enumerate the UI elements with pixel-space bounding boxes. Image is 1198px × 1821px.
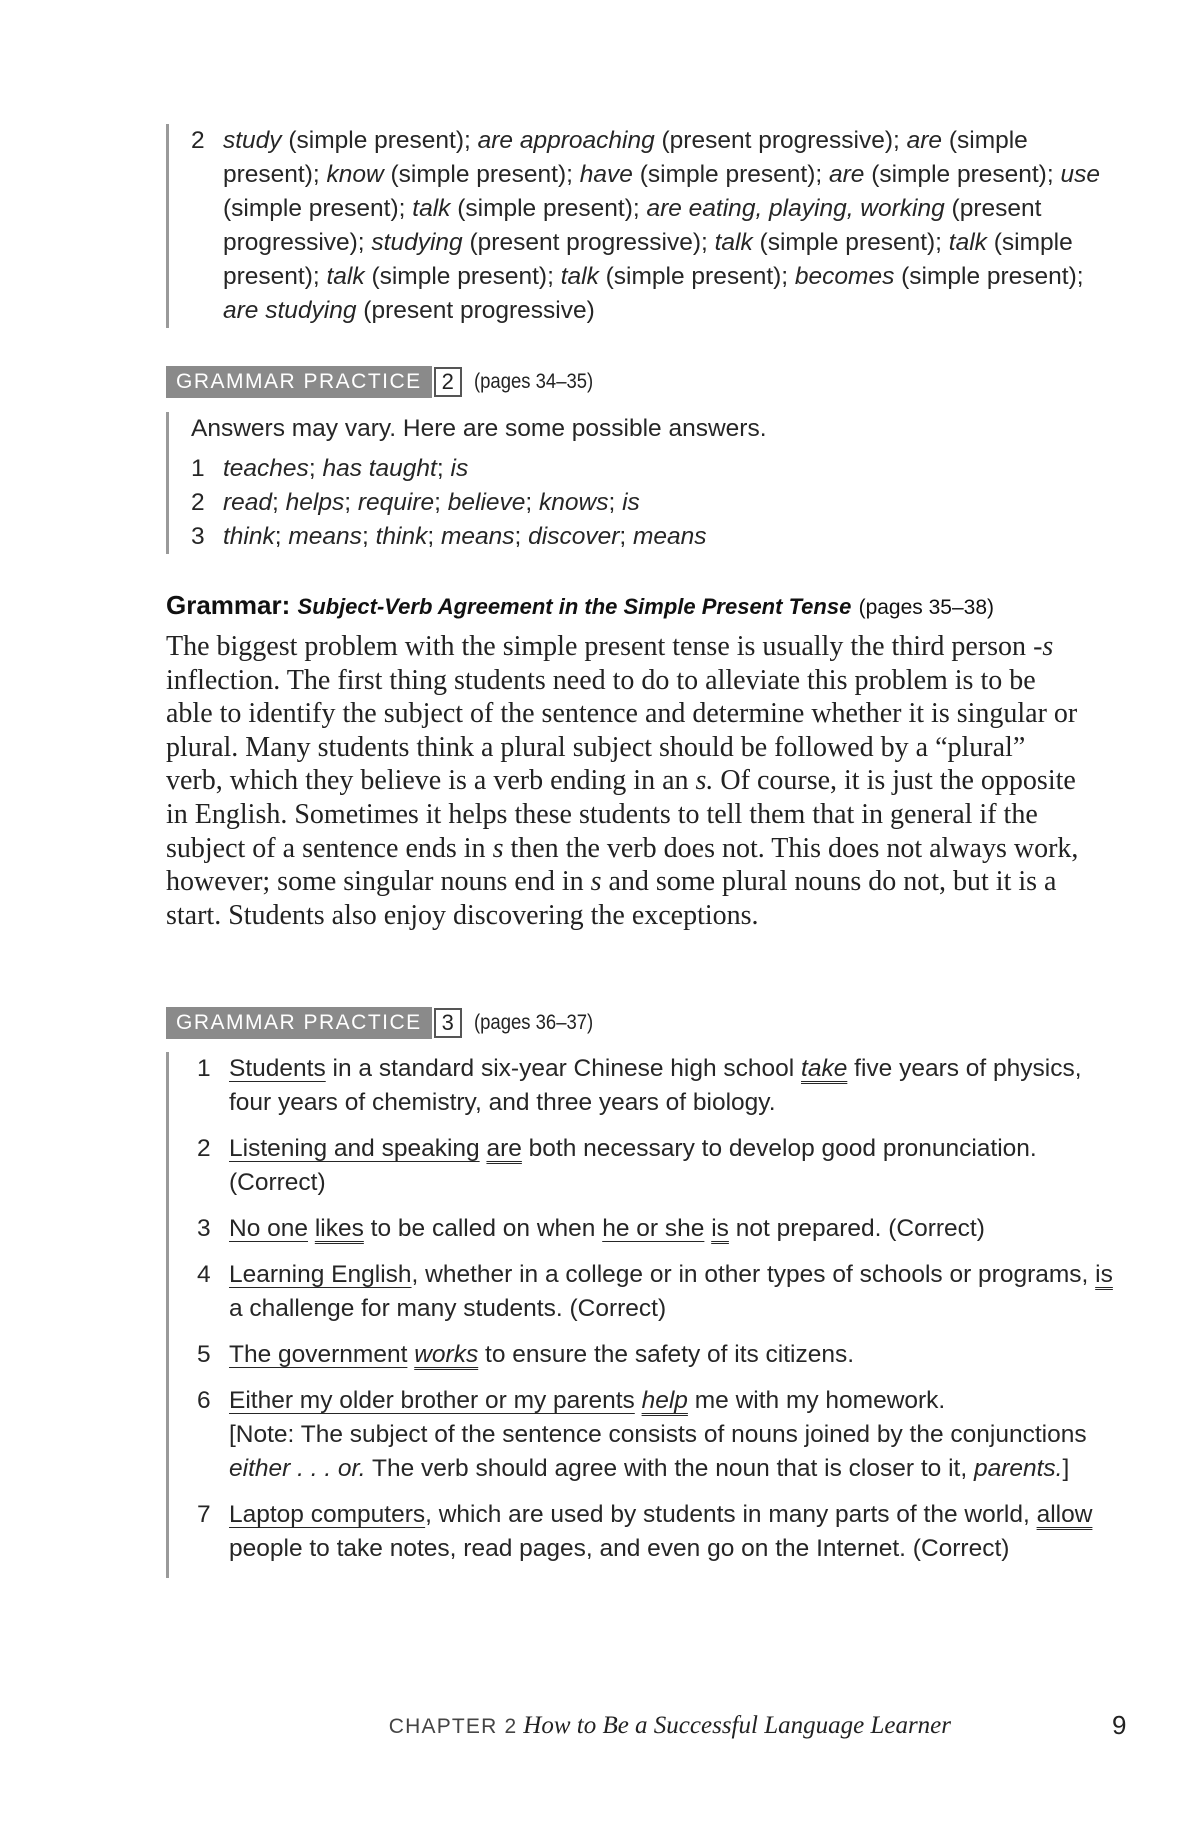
page-number: 9: [1112, 1710, 1127, 1740]
text-run: (simple present);: [383, 161, 580, 188]
answer-sentence: [229, 1132, 1117, 1200]
text-run: inflection. The first thing students need to do to alleviate this problem is to be able to identify the subject of the sentence and determine whether it is singular or plural. Many students think a plural subject should be followed by a “plural” verb, which they believe is a verb ending in an: [166, 664, 1078, 797]
italic-text: becomes: [794, 263, 895, 290]
italic-text: read: [223, 489, 273, 516]
italic-text: use: [1060, 161, 1100, 188]
text-run: to be called on when: [363, 1215, 603, 1242]
italic-text: have: [579, 161, 633, 188]
item-number: 2: [191, 489, 205, 516]
italic-text: knows: [539, 489, 609, 516]
answer-sentence: [229, 1498, 1117, 1566]
item-number: 3: [191, 523, 205, 550]
text-run: [308, 1215, 315, 1242]
italic-text: talk: [714, 229, 753, 256]
italic-text: -s: [1033, 631, 1054, 662]
answer-item: [197, 1258, 1117, 1326]
item-number: 7: [197, 1501, 211, 1528]
italic-text: know: [326, 161, 384, 188]
grammar-pages: (pages 35–38): [858, 596, 995, 619]
text-run: ;: [514, 523, 529, 550]
italic-text: means: [288, 523, 362, 550]
answer-item: [197, 1212, 1117, 1246]
subject-underline: he or she: [602, 1215, 705, 1242]
answer-sentence: [229, 1338, 1117, 1372]
text-run: ]: [1062, 1455, 1070, 1482]
italic-text: studying: [371, 229, 463, 256]
item-text: [229, 1258, 1117, 1326]
grammar-practice-label: GRAMMAR PRACTICE: [166, 1007, 432, 1039]
italic-text: talk: [412, 195, 451, 222]
verb-double-underline: help: [641, 1387, 688, 1414]
text-run: , whether in a college or in other types of schools or programs,: [411, 1261, 1096, 1288]
text-run: ;: [436, 455, 451, 482]
italic-text: talk: [560, 263, 599, 290]
answer-block-1: [166, 124, 1121, 328]
text-run: (simple present);: [894, 263, 1084, 290]
item-number: 1: [191, 455, 205, 482]
text-run: not prepared. (Correct): [728, 1215, 985, 1242]
subject-underline: The government: [229, 1341, 408, 1368]
text-run: five years of physics, four years of chemistry, and three years of biology.: [229, 1055, 1082, 1116]
verb-double-underline: allow: [1036, 1501, 1093, 1528]
italic-text: parents.: [973, 1455, 1063, 1482]
answer-item: [191, 486, 1091, 520]
grammar-practice-pages: (pages 34–35): [473, 370, 593, 393]
italic-text: s: [590, 866, 602, 898]
text-run: [635, 1387, 642, 1414]
text-run: ;: [274, 523, 289, 550]
italic-text: s.: [695, 765, 714, 797]
text-run: The biggest problem with the simple present tense is usually the third person: [166, 631, 1034, 662]
item-number: 2: [191, 127, 205, 154]
answer-block-3: [166, 1052, 1117, 1578]
footer-chapter-title: How to Be a Successful Language Learner: [523, 1712, 951, 1739]
item-number: 1: [197, 1055, 211, 1082]
italic-text: study: [223, 127, 282, 154]
item-text: [229, 1498, 1117, 1566]
text-run: ;: [434, 489, 448, 516]
grammar-practice-number: 3: [434, 1008, 462, 1038]
italic-text: believe: [447, 489, 526, 516]
text-run: ;: [361, 523, 376, 550]
answer-sentence: [229, 1384, 1117, 1418]
text-run: me with my homework.: [687, 1387, 946, 1414]
text-run: and some plural nouns do not, but it is a start. Students also enjoy discovering the exceptions.: [166, 866, 1057, 931]
verb-double-underline: is: [711, 1215, 729, 1242]
italic-text: helps: [285, 489, 345, 516]
grammar-practice-pages: (pages 36–37): [473, 1011, 593, 1034]
item-text: [223, 452, 1091, 486]
text-run: ;: [344, 489, 358, 516]
italic-text: talk: [326, 263, 365, 290]
verb-double-underline: is: [1095, 1261, 1113, 1288]
subject-underline: Learning English: [229, 1261, 412, 1288]
text-run: then the verb does not. This does not always work, however; some singular nouns end in: [166, 832, 1079, 898]
grammar-subtitle: Subject-Verb Agreement in the Simple Present Tense: [297, 594, 852, 619]
text-run: (present progressive);: [223, 195, 1042, 256]
text-run: ;: [308, 455, 323, 482]
text-run: (simple present);: [223, 229, 1073, 290]
text-run: ;: [525, 489, 540, 516]
text-run: The verb should agree with the noun that is closer to it,: [365, 1455, 974, 1482]
text-run: (simple present);: [598, 263, 795, 290]
answer-item: [191, 124, 1121, 328]
italic-text: are: [906, 127, 943, 154]
italic-text: think: [375, 523, 428, 550]
text-run: a challenge for many students. (Correct): [229, 1295, 667, 1322]
item-number: 4: [197, 1261, 211, 1288]
grammar-practice-2-header: [166, 366, 609, 398]
item-text: [223, 520, 1091, 554]
text-run: ;: [427, 523, 441, 550]
verb-double-underline: take: [801, 1055, 848, 1082]
text-run: Of course, it is just the opposite in English. Sometimes it helps these students to tell them that in general if the subject of a sentence ends in: [166, 765, 1076, 864]
italic-text: is: [622, 489, 640, 516]
item-text: [229, 1212, 1117, 1246]
italic-text: are eating, playing, working: [646, 195, 945, 222]
answer-sentence: [229, 1212, 1117, 1246]
text-run: both necessary to develop good pronunciation. (Correct): [229, 1135, 1037, 1196]
answer-item: [197, 1338, 1117, 1372]
verb-double-underline: works: [414, 1341, 479, 1368]
text-run: (simple present);: [450, 195, 647, 222]
subject-underline: Laptop computers: [229, 1501, 426, 1528]
italic-text: are studying: [223, 297, 357, 324]
page-footer: [0, 1712, 1198, 1752]
item-number: 5: [197, 1341, 211, 1368]
text-run: (simple present);: [223, 195, 413, 222]
text-run: (simple present);: [632, 161, 829, 188]
italic-text: is: [450, 455, 469, 482]
item-text: [223, 124, 1121, 328]
subject-underline: Listening and speaking: [229, 1135, 480, 1162]
text-run: , which are used by students in many parts of the world,: [425, 1501, 1037, 1528]
text-run: (simple present);: [223, 127, 1028, 188]
answers-intro: Answers may vary. Here are some possible answers.: [191, 415, 767, 442]
item-number: 3: [197, 1215, 211, 1242]
subject-underline: No one: [229, 1215, 309, 1242]
text-run: [Note: The subject of the sentence consists of nouns joined by the conjunctions: [229, 1421, 1087, 1448]
verb-double-underline: are: [486, 1135, 522, 1162]
subject-underline: Students: [229, 1055, 326, 1082]
text-run: (simple present);: [281, 127, 478, 154]
text-run: (present progressive);: [462, 229, 715, 256]
answer-note: [229, 1418, 1117, 1486]
answer-list: [191, 452, 1091, 554]
text-run: (present progressive);: [654, 127, 907, 154]
text-run: to ensure the safety of its citizens.: [478, 1341, 855, 1368]
italic-text: means: [440, 523, 515, 550]
answer-sentence: [229, 1258, 1117, 1326]
answer-item: [197, 1498, 1117, 1566]
item-text: [223, 486, 1091, 520]
text-run: (simple present);: [864, 161, 1061, 188]
text-run: people to take notes, read pages, and even go on the Internet. (Correct): [229, 1535, 1010, 1562]
text-run: (simple present);: [364, 263, 561, 290]
answer-item: [197, 1052, 1117, 1120]
item-text: [229, 1052, 1117, 1120]
grammar-practice-number: 2: [434, 367, 462, 397]
text-run: ;: [608, 489, 623, 516]
footer-chapter-label: CHAPTER 2: [388, 1715, 518, 1738]
item-text: [229, 1132, 1117, 1200]
answer-item: [197, 1384, 1117, 1486]
italic-text: are: [828, 161, 865, 188]
italic-text: talk: [948, 229, 987, 256]
italic-text: has taught: [322, 455, 437, 482]
italic-text: are approaching: [477, 127, 655, 154]
italic-text: teaches: [223, 455, 309, 482]
verb-double-underline: likes: [314, 1215, 364, 1242]
answer-item: [197, 1132, 1117, 1200]
italic-text: discover: [528, 523, 620, 550]
subject-underline: Either my older brother or my parents: [229, 1387, 635, 1414]
item-text: [229, 1384, 1117, 1486]
text-run: ;: [619, 523, 633, 550]
text-run: (present progressive): [356, 297, 595, 324]
italic-text: s: [492, 832, 504, 864]
text-run: in a standard six-year Chinese high school: [325, 1055, 802, 1082]
grammar-label: Grammar:: [166, 590, 291, 620]
answer-item: [191, 520, 1091, 554]
answer-block-2: [166, 412, 1091, 554]
answer-item: [191, 452, 1091, 486]
grammar-heading: [166, 590, 994, 621]
italic-text: either . . . or.: [229, 1455, 366, 1482]
text-run: (simple present);: [752, 229, 949, 256]
grammar-practice-3-header: [166, 1007, 609, 1039]
text-run: ;: [272, 489, 286, 516]
italic-text: think: [223, 523, 275, 550]
grammar-body-paragraph: [166, 630, 1086, 932]
item-number: 2: [197, 1135, 211, 1162]
item-text: [229, 1338, 1117, 1372]
grammar-practice-label: GRAMMAR PRACTICE: [166, 366, 432, 398]
italic-text: means: [632, 523, 707, 550]
answer-sentence: [229, 1052, 1117, 1120]
footer-chapter: [389, 1712, 951, 1740]
item-number: 6: [197, 1387, 211, 1414]
italic-text: require: [357, 489, 435, 516]
